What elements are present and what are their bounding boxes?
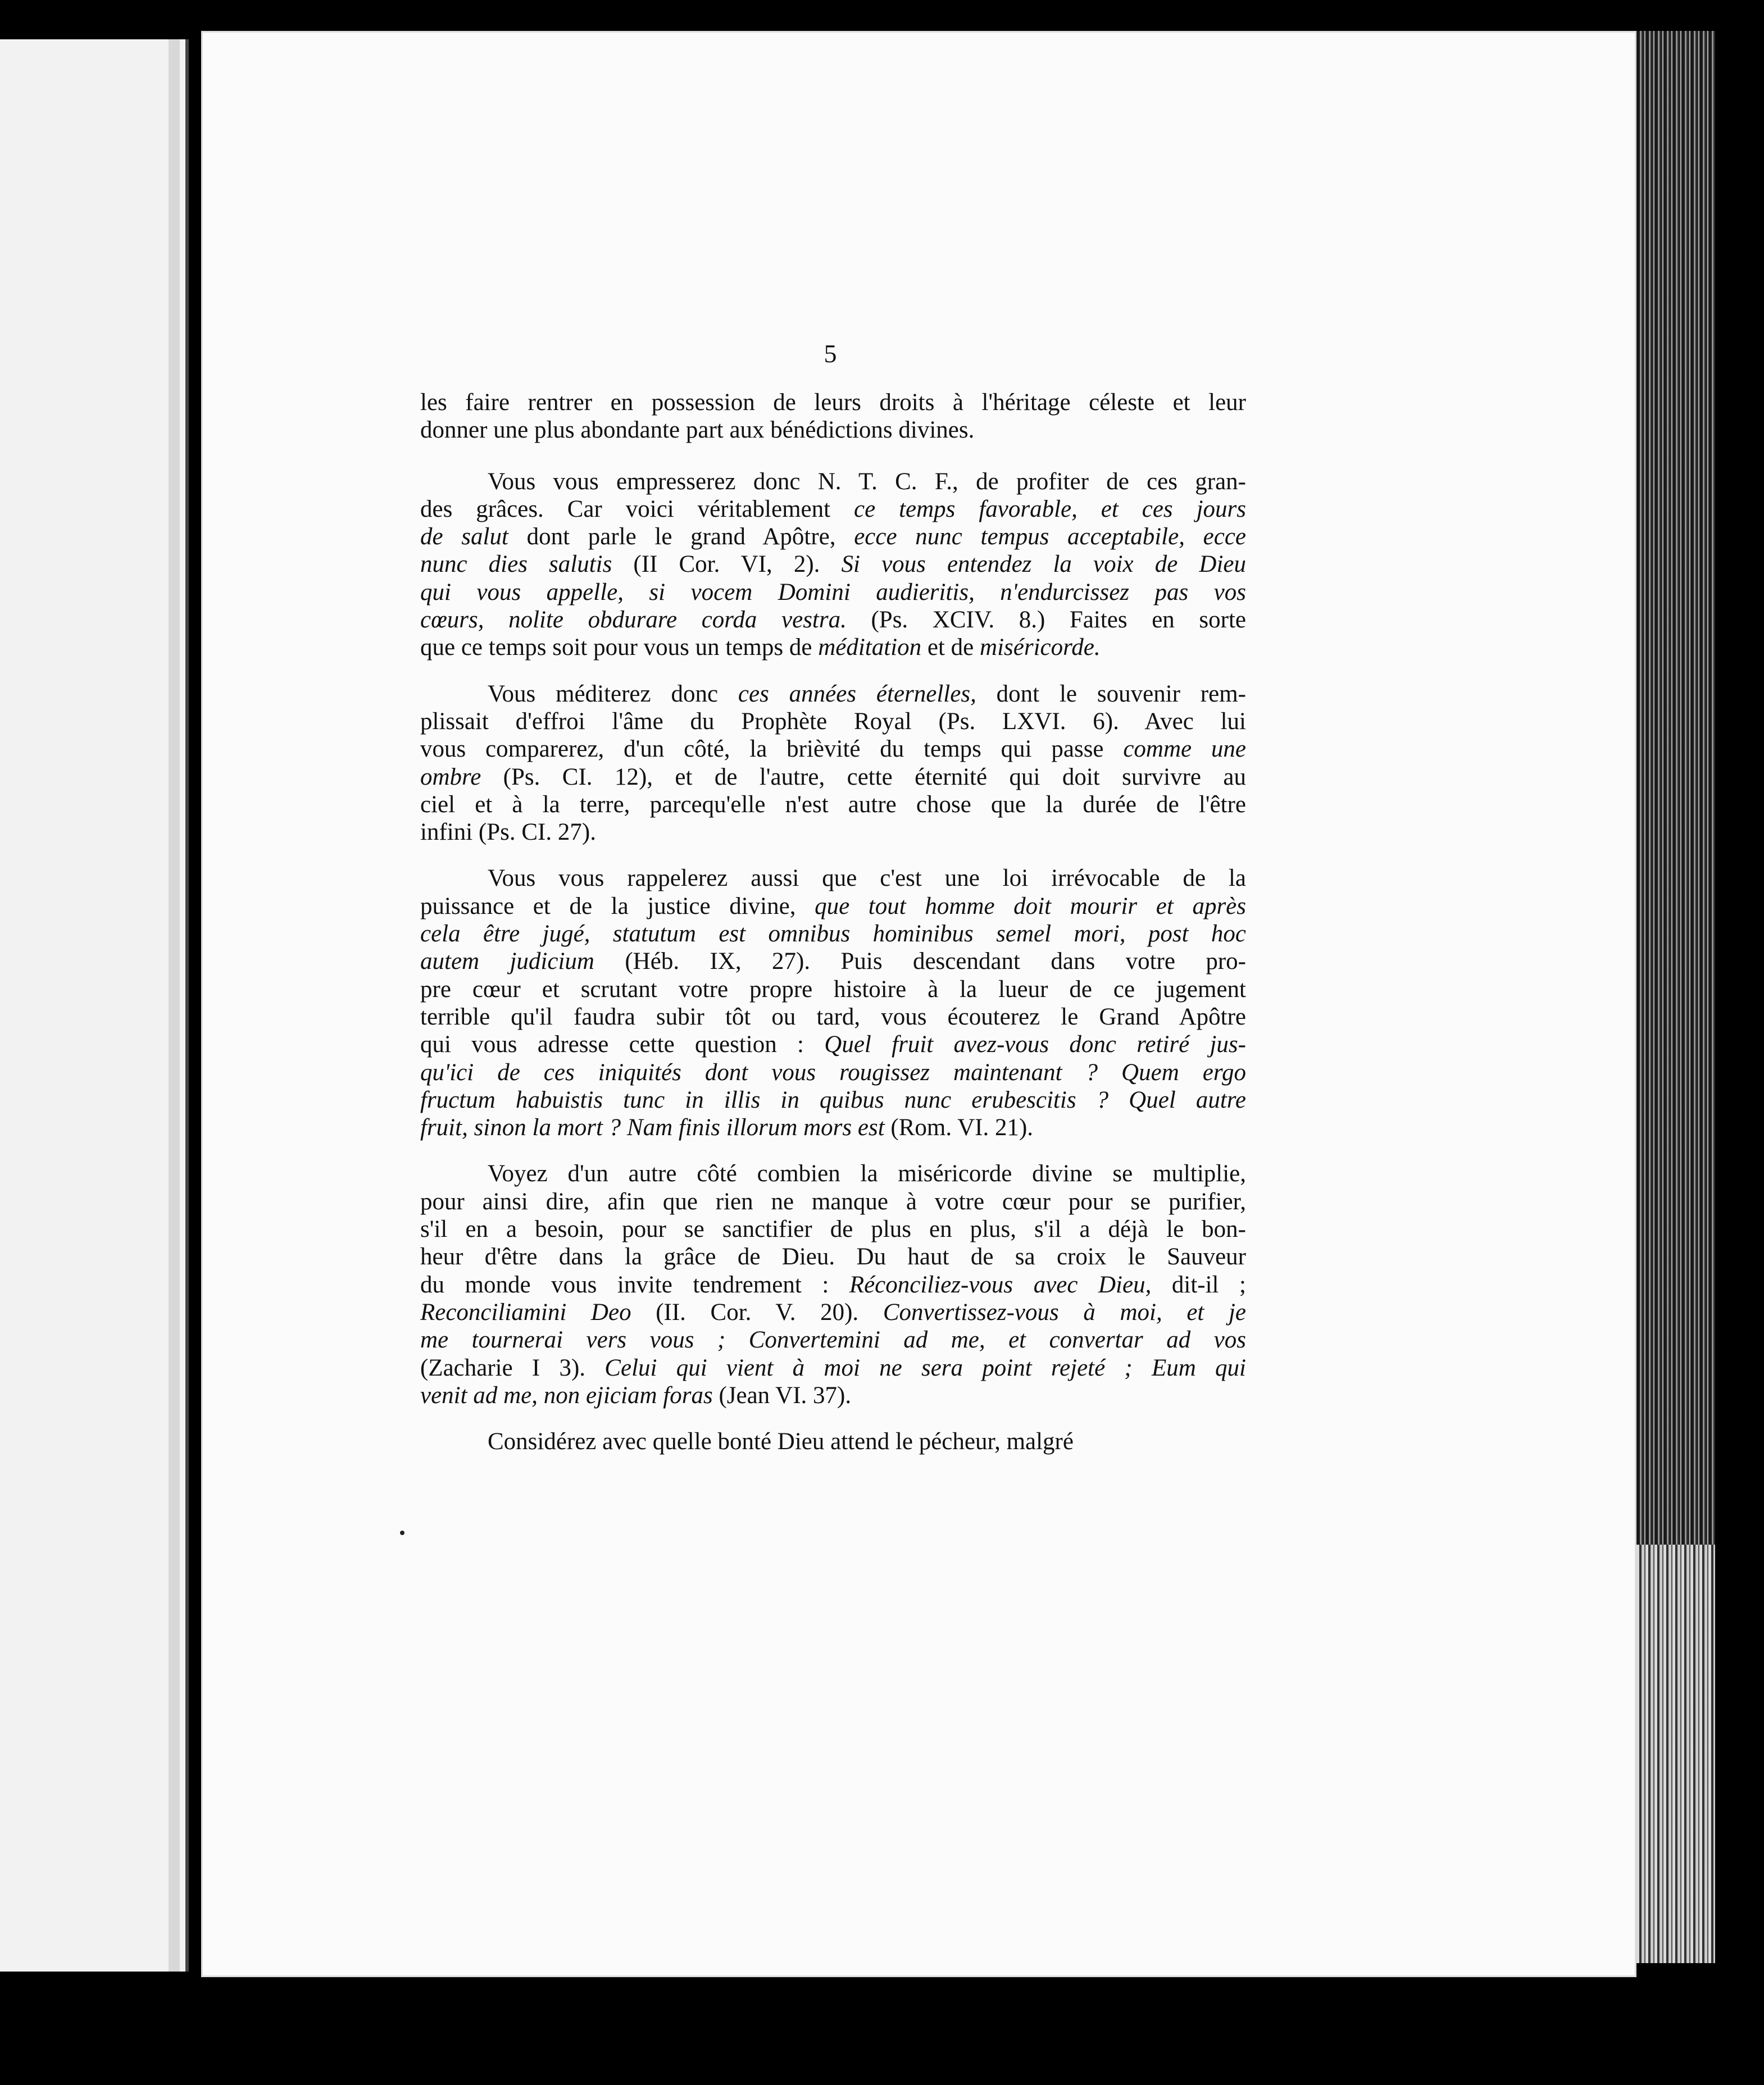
- text-run: que ce temps soit pour vous un temps de: [420, 634, 819, 661]
- text-run: heur d'être dans la grâce de Dieu. Du haut de sa croix le Sauveur: [420, 1244, 1246, 1271]
- text-run: infini (Ps. CI. 27).: [420, 819, 596, 846]
- italic-run: de salut: [420, 523, 508, 550]
- text-line: [420, 1114, 1246, 1141]
- text-line: [420, 1271, 1246, 1299]
- text-run: (II Cor. VI, 2).: [612, 551, 842, 578]
- text-run: Considérez avec quelle bonté Dieu attend le pécheur, malgré: [488, 1428, 1074, 1455]
- text-line: [420, 495, 1246, 523]
- ink-speck: [400, 1531, 404, 1535]
- text-run: (Zacharie I 3).: [420, 1354, 605, 1381]
- italic-run: me tournerai vers vous ; Convertemini ad me, et convertar ad vos: [420, 1327, 1246, 1354]
- italic-run: qui vous appelle, si vocem Domini audieritis, n'endurcissez pas vos: [420, 579, 1246, 606]
- facing-page-edge: [0, 39, 189, 1972]
- text-run: plissait d'effroi l'âme du Prophète Royal (Ps. LXVI. 6). Avec lui: [420, 708, 1246, 735]
- italic-run: Réconciliez-vous avec Dieu,: [849, 1271, 1152, 1298]
- italic-run: miséricorde.: [980, 634, 1101, 661]
- text-line: [420, 1299, 1246, 1326]
- text-run: et de: [921, 634, 980, 661]
- text-run: vous comparerez, d'un côté, la brièvité du temps qui passe: [420, 736, 1124, 763]
- text-line: [420, 1188, 1246, 1216]
- text-line: [420, 1382, 1246, 1409]
- page-edges-lower: [1636, 1545, 1715, 1963]
- paragraphs: [420, 389, 1246, 1455]
- italic-run: Convertissez-vous à moi, et je: [883, 1299, 1246, 1326]
- facing-page-shadow: [169, 39, 180, 1972]
- italic-run: nunc dies salutis: [420, 551, 612, 578]
- page-number: 5: [824, 339, 837, 368]
- text-line: [420, 948, 1246, 975]
- italic-run: comme une: [1123, 736, 1246, 763]
- text-line: [420, 1160, 1246, 1187]
- text-run: donner une plus abondante part aux bénédictions divines.: [420, 417, 975, 444]
- italic-run: fruit, sinon la mort ? Nam finis illorum mors est: [420, 1114, 885, 1141]
- text-line: [420, 389, 1246, 416]
- text-line: [420, 1354, 1246, 1382]
- italic-run: que tout homme doit mourir et après: [815, 893, 1246, 919]
- text-line: [420, 416, 1246, 444]
- text-line: [420, 1428, 1246, 1455]
- paragraph: [420, 680, 1246, 846]
- paragraph: [420, 468, 1246, 662]
- text-run: ciel et à la terre, parcequ'elle n'est autre chose que la durée de l'être: [420, 791, 1246, 818]
- italic-run: autem judicium: [420, 948, 594, 975]
- text-line: [420, 1003, 1246, 1031]
- italic-run: qu'ici de ces iniquités dont vous rougissez maintenant ? Quem ergo: [420, 1059, 1246, 1086]
- text-run: (Rom. VI. 21).: [884, 1114, 1034, 1141]
- text-run: dont parle le grand Apôtre,: [508, 523, 854, 550]
- italic-run: Si vous entendez la voix de Dieu: [841, 551, 1246, 578]
- text-line: [420, 791, 1246, 818]
- text-line: [420, 893, 1246, 920]
- text-run: Vous vous rappelerez aussi que c'est une loi irrévocable de la: [488, 865, 1246, 892]
- text-run: Vous vous empresserez donc N. T. C. F., de profiter de ces gran-: [488, 468, 1246, 495]
- text-line: [420, 523, 1246, 550]
- paragraph: [420, 1160, 1246, 1409]
- italic-run: ces années éternelles,: [738, 680, 976, 707]
- italic-run: Quel fruit avez-vous donc retiré jus-: [824, 1031, 1246, 1058]
- text-run: Voyez d'un autre côté combien la miséricorde divine se multiplie,: [488, 1160, 1246, 1187]
- text-line: [420, 606, 1246, 634]
- text-line: [420, 708, 1246, 735]
- italic-run: Reconciliamini Deo: [420, 1299, 631, 1326]
- paragraph: [420, 389, 1246, 444]
- text-run: terrible qu'il faudra subir tôt ou tard, vous écouterez le Grand Apôtre: [420, 1003, 1246, 1030]
- text-run: (Ps. CI. 12), et de l'autre, cette éternité qui doit survivre au: [481, 763, 1246, 790]
- text-line: [420, 1059, 1246, 1086]
- italic-run: méditation: [818, 634, 922, 661]
- text-line: [420, 920, 1246, 948]
- text-run: (Héb. IX, 27). Puis descendant dans votre pro-: [594, 948, 1246, 975]
- italic-run: ombre: [420, 763, 481, 790]
- text-line: [420, 864, 1246, 892]
- text-run: qui vous adresse cette question :: [420, 1031, 825, 1058]
- italic-run: cœurs, nolite obdurare corda vestra.: [420, 607, 847, 634]
- text-run: s'il en a besoin, pour se sanctifier de plus en plus, s'il a déjà le bon-: [420, 1216, 1246, 1243]
- text-line: [420, 468, 1246, 495]
- paragraph: [420, 1428, 1246, 1455]
- text-line: [420, 1243, 1246, 1271]
- paragraph: [420, 864, 1246, 1141]
- text-line: [420, 1031, 1246, 1058]
- italic-run: ecce nunc tempus acceptabile, ecce: [854, 523, 1246, 550]
- italic-run: Celui qui vient à moi ne sera point rejeté ; Eum qui: [604, 1354, 1246, 1381]
- page-text: [420, 337, 1246, 1474]
- text-line: [420, 550, 1246, 578]
- text-run: (Ps. XCIV. 8.) Faites en sorte: [846, 607, 1246, 634]
- italic-run: venit ad me, non ejiciam foras: [420, 1382, 713, 1409]
- text-line: [420, 1086, 1246, 1114]
- text-line: [420, 579, 1246, 606]
- text-line: [420, 976, 1246, 1003]
- text-run: Vous méditerez donc: [488, 680, 738, 707]
- italic-run: ce temps favorable, et ces jours: [853, 495, 1246, 522]
- text-line: [420, 1326, 1246, 1354]
- text-run: du monde vous invite tendrement :: [420, 1271, 849, 1298]
- text-line: [420, 634, 1246, 661]
- text-run: pour ainsi dire, afin que rien ne manque à votre cœur pour se purifier,: [420, 1188, 1246, 1215]
- text-run: (Jean VI. 37).: [712, 1382, 852, 1409]
- italic-run: fructum habuistis tunc in illis in quibus nunc erubescitis ? Quel autre: [420, 1086, 1246, 1113]
- text-run: dont le souvenir rem-: [976, 680, 1246, 707]
- text-line: [420, 1216, 1246, 1243]
- text-run: (II. Cor. V. 20).: [631, 1299, 883, 1326]
- text-run: des grâces. Car voici véritablement: [420, 495, 854, 522]
- text-line: [420, 735, 1246, 763]
- text-line: [420, 818, 1246, 846]
- text-run: puissance et de la justice divine,: [420, 893, 815, 919]
- text-line: [420, 763, 1246, 791]
- italic-run: cela être jugé, statutum est omnibus hominibus semel mori, post hoc: [420, 921, 1246, 948]
- text-run: pre cœur et scrutant votre propre histoire à la lueur de ce jugement: [420, 976, 1246, 1003]
- text-run: dit-il ;: [1151, 1271, 1246, 1298]
- text-line: [420, 680, 1246, 708]
- text-run: les faire rentrer en possession de leurs droits à l'héritage céleste et leur: [420, 389, 1246, 416]
